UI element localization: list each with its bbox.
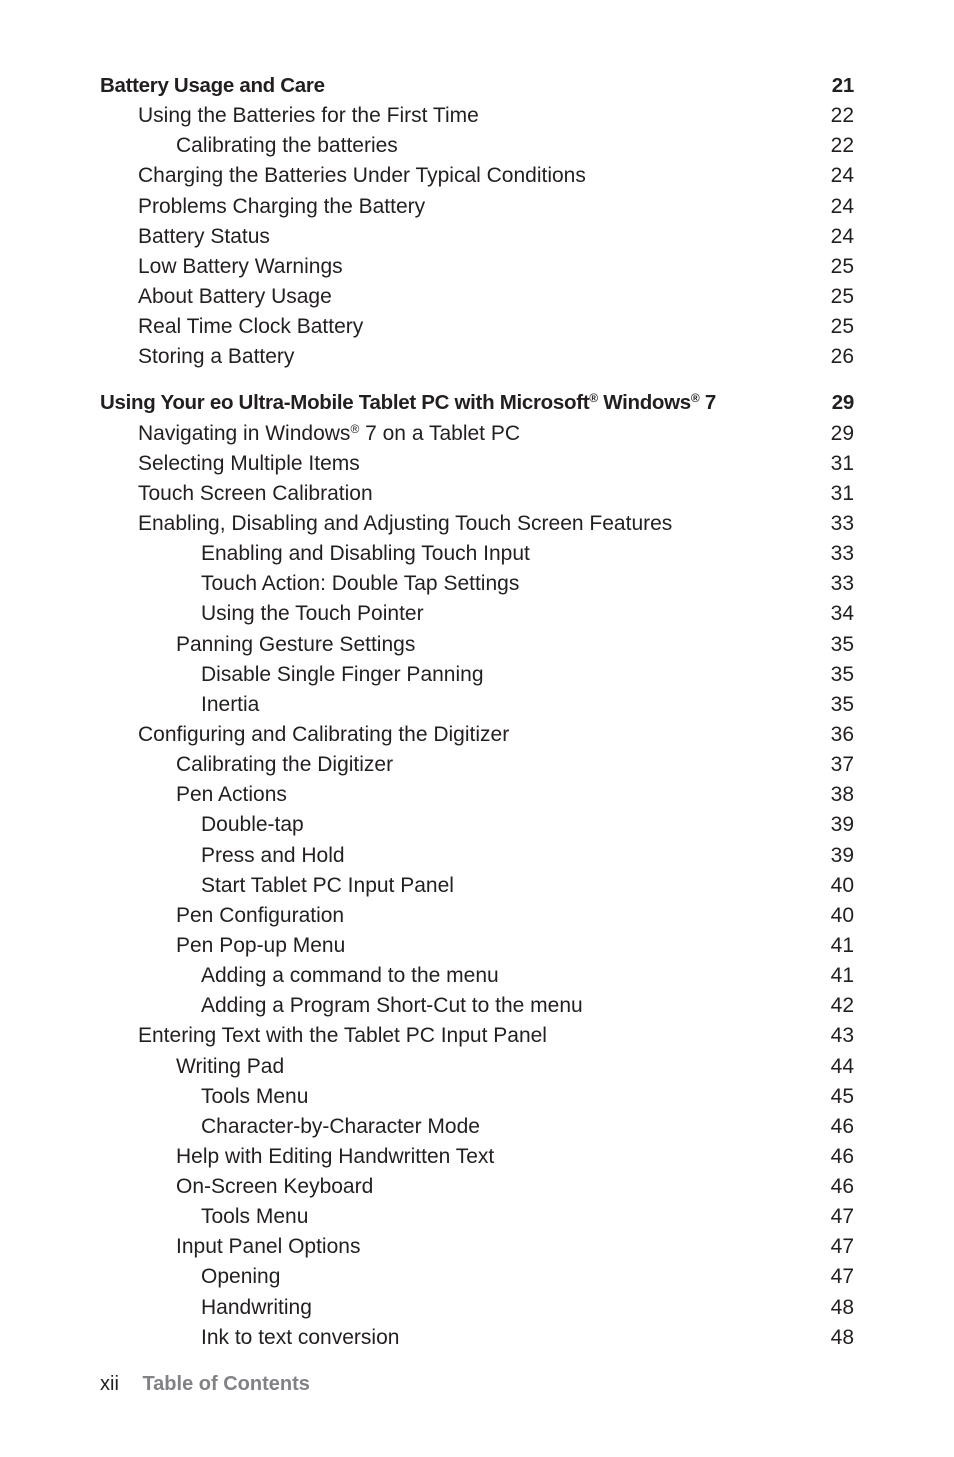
toc-entry-page: 22 — [830, 134, 854, 158]
toc-entry[interactable] — [100, 419, 854, 449]
toc-entry-title: Calibrating the batteries — [176, 134, 398, 158]
toc-entry-page: 38 — [830, 783, 854, 807]
toc-entry-title: Press and Hold — [201, 843, 345, 867]
toc-entry[interactable] — [100, 509, 854, 539]
toc-entry[interactable] — [100, 1232, 854, 1262]
toc-entry-title: Disable Single Finger Panning — [201, 662, 484, 686]
toc-entry-title: Real Time Clock Battery — [138, 315, 364, 339]
toc-entry[interactable] — [100, 1172, 854, 1202]
toc-entry[interactable] — [100, 1052, 854, 1082]
page-footer — [100, 1370, 310, 1398]
toc-entry-page: 25 — [830, 254, 854, 278]
toc-entry-page: 48 — [830, 1325, 854, 1349]
toc-entry-title: Using the Batteries for the First Time — [138, 104, 479, 128]
toc-entry-page: 29 — [831, 391, 854, 415]
toc-entry-page: 24 — [830, 224, 854, 248]
toc-entry-title: Opening — [201, 1265, 281, 1289]
toc-entry-page: 47 — [830, 1205, 854, 1229]
toc-entry-title: Help with Editing Handwritten Text — [176, 1144, 495, 1168]
toc-entry-page: 43 — [830, 1024, 854, 1048]
toc-entry-title: Touch Screen Calibration — [138, 481, 373, 505]
toc-entry-page: 35 — [830, 692, 854, 716]
toc-entry[interactable] — [100, 192, 854, 222]
toc-entry[interactable] — [100, 101, 854, 131]
toc-entry[interactable] — [100, 660, 854, 690]
toc-entry-page: 42 — [830, 994, 854, 1018]
toc-entry-page: 33 — [830, 511, 854, 535]
toc-entry[interactable] — [100, 312, 854, 342]
toc-entry-title: Tools Menu — [201, 1205, 309, 1229]
toc-entry-page: 40 — [830, 903, 854, 927]
toc-entry[interactable] — [100, 342, 854, 372]
toc-entry[interactable] — [100, 690, 854, 720]
toc-entry-title: Adding a command to the menu — [201, 964, 499, 988]
toc-entry[interactable] — [100, 1262, 854, 1292]
toc-entry-title: Entering Text with the Tablet PC Input Panel — [138, 1024, 547, 1048]
toc-entry[interactable] — [100, 961, 854, 991]
toc-entry-page: 41 — [830, 964, 854, 988]
toc-entry-page: 37 — [830, 753, 854, 777]
toc-entry-page: 45 — [830, 1084, 854, 1108]
toc-entry[interactable] — [100, 901, 854, 931]
toc-entry[interactable] — [100, 1112, 854, 1142]
toc-entry[interactable] — [100, 161, 854, 191]
toc-entry[interactable] — [100, 479, 854, 509]
toc-entry-page: 35 — [830, 632, 854, 656]
toc-entry-page: 46 — [830, 1114, 854, 1138]
toc-entry-page: 31 — [830, 481, 854, 505]
toc-entry-title: Character-by-Character Mode — [201, 1114, 480, 1138]
toc-entry-title: On-Screen Keyboard — [176, 1175, 374, 1199]
toc-entry[interactable] — [100, 1323, 854, 1353]
toc-entry[interactable] — [100, 810, 854, 840]
toc-entry-page: 36 — [830, 722, 854, 746]
toc-entry-page: 46 — [830, 1144, 854, 1168]
toc-entry-page: 24 — [830, 194, 854, 218]
toc-entry-title: Touch Action: Double Tap Settings — [201, 572, 520, 596]
toc-entry-page: 34 — [830, 602, 854, 626]
toc-entry[interactable] — [100, 569, 854, 599]
toc-entry-title: Battery Status — [138, 224, 270, 248]
toc-entry-title: Double-tap — [201, 813, 304, 837]
toc-entry-page: 46 — [830, 1175, 854, 1199]
toc-entry-page: 22 — [830, 104, 854, 128]
toc-entry-page: 35 — [830, 662, 854, 686]
toc-entry[interactable] — [100, 871, 854, 901]
footer-page-number: xii — [100, 1373, 119, 1395]
toc-entry-title: Start Tablet PC Input Panel — [201, 873, 454, 897]
table-of-contents — [100, 71, 854, 1353]
toc-chapter-entry[interactable] — [100, 71, 854, 101]
toc-entry[interactable] — [100, 630, 854, 660]
toc-entry-page: 48 — [830, 1295, 854, 1319]
toc-entry-title: Writing Pad — [176, 1054, 285, 1078]
toc-entry-title: Battery Usage and Care — [100, 74, 325, 97]
toc-entry[interactable] — [100, 282, 854, 312]
toc-entry-page: 41 — [830, 933, 854, 957]
toc-entry-page: 47 — [830, 1265, 854, 1289]
toc-entry-title: About Battery Usage — [138, 284, 332, 308]
toc-entry-title: Selecting Multiple Items — [138, 451, 360, 475]
toc-entry-title: Pen Actions — [176, 783, 287, 807]
toc-entry-title: Panning Gesture Settings — [176, 632, 416, 656]
toc-entry-title: Low Battery Warnings — [138, 254, 343, 278]
toc-entry-page: 24 — [830, 164, 854, 188]
toc-entry[interactable] — [100, 720, 854, 750]
toc-entry-page: 31 — [830, 451, 854, 475]
toc-entry[interactable] — [100, 1021, 854, 1051]
toc-entry[interactable] — [100, 1202, 854, 1232]
toc-entry-title: Pen Pop-up Menu — [176, 933, 346, 957]
toc-entry[interactable] — [100, 131, 854, 161]
toc-entry-page: 39 — [830, 843, 854, 867]
toc-entry[interactable] — [100, 780, 854, 810]
toc-entry-page: 33 — [830, 572, 854, 596]
toc-entry-title: Navigating in Windows® 7 on a Tablet PC — [138, 421, 521, 445]
toc-entry-page: 25 — [830, 315, 854, 339]
toc-entry-title: Tools Menu — [201, 1084, 309, 1108]
toc-entry-title: Using Your eo Ultra-Mobile Tablet PC with Microsoft® Windows® 7 — [100, 391, 716, 415]
toc-entry-title: Inertia — [201, 692, 260, 716]
toc-entry[interactable] — [100, 222, 854, 252]
toc-entry-title: Handwriting — [201, 1295, 312, 1319]
toc-entry[interactable] — [100, 1082, 854, 1112]
toc-entry-page: 33 — [830, 542, 854, 566]
toc-entry-title: Adding a Program Short-Cut to the menu — [201, 994, 583, 1018]
toc-entry[interactable] — [100, 750, 854, 780]
toc-entry-title: Using the Touch Pointer — [201, 602, 424, 626]
toc-entry[interactable] — [100, 1293, 854, 1323]
toc-entry-title: Pen Configuration — [176, 903, 345, 927]
toc-entry[interactable] — [100, 931, 854, 961]
toc-entry-title: Problems Charging the Battery — [138, 194, 426, 218]
toc-entry[interactable] — [100, 599, 854, 629]
toc-entry[interactable] — [100, 841, 854, 871]
toc-entry-title: Enabling and Disabling Touch Input — [201, 542, 530, 566]
toc-entry-page: 29 — [830, 421, 854, 445]
toc-entry-page: 21 — [831, 74, 854, 97]
toc-entry-title: Storing a Battery — [138, 345, 295, 369]
toc-entry-title: Input Panel Options — [176, 1235, 361, 1259]
toc-entry-page: 40 — [830, 873, 854, 897]
toc-entry-page: 44 — [830, 1054, 854, 1078]
toc-entry-page: 26 — [830, 345, 854, 369]
toc-entry[interactable] — [100, 1142, 854, 1172]
toc-entry-page: 47 — [830, 1235, 854, 1259]
toc-entry-page: 25 — [830, 284, 854, 308]
toc-chapter-entry[interactable] — [100, 388, 854, 418]
footer-section-title: Table of Contents — [142, 1373, 310, 1395]
toc-entry-title: Enabling, Disabling and Adjusting Touch Screen Features — [138, 511, 673, 535]
toc-entry-title: Charging the Batteries Under Typical Conditions — [138, 164, 586, 188]
toc-entry[interactable] — [100, 991, 854, 1021]
toc-entry[interactable] — [100, 449, 854, 479]
toc-entry[interactable] — [100, 539, 854, 569]
toc-entry-title: Calibrating the Digitizer — [176, 753, 394, 777]
toc-entry-title: Configuring and Calibrating the Digitizer — [138, 722, 510, 746]
toc-entry[interactable] — [100, 252, 854, 282]
toc-entry-title: Ink to text conversion — [201, 1325, 400, 1349]
toc-entry-page: 39 — [830, 813, 854, 837]
